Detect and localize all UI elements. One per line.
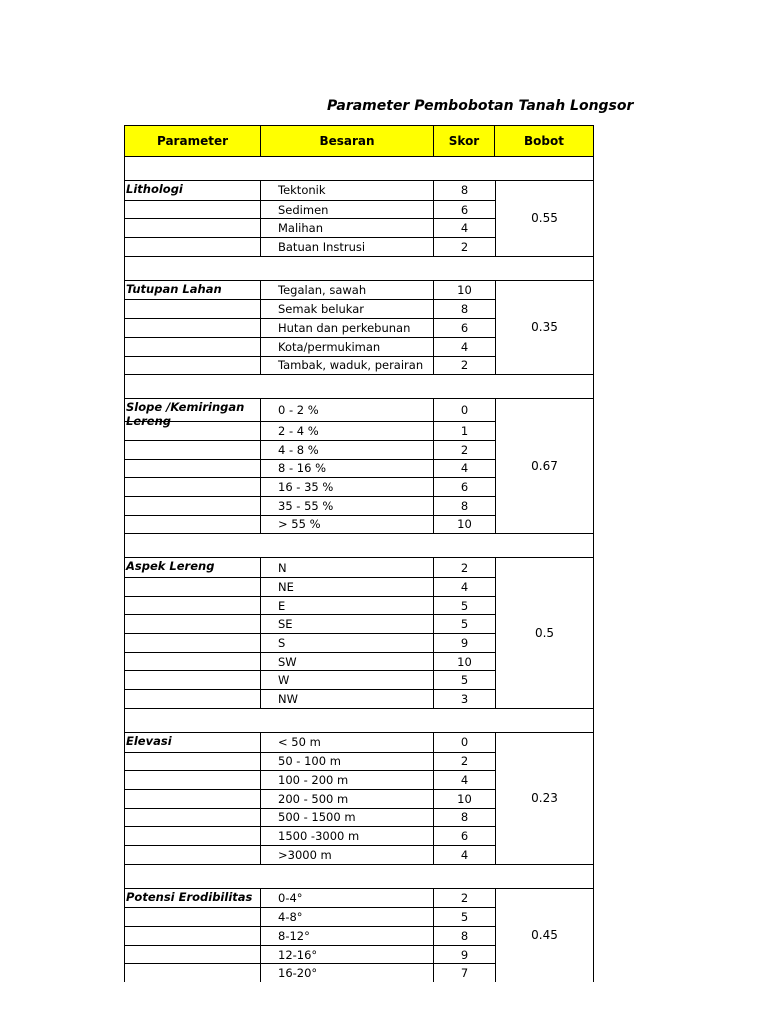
table-row bbox=[125, 299, 495, 318]
skor-cell: 2 bbox=[460, 442, 469, 457]
besaran-cell: Kota/permukiman bbox=[261, 338, 434, 356]
spacer-row bbox=[124, 375, 594, 398]
skor-cell: 4 bbox=[460, 461, 469, 476]
table-body bbox=[124, 157, 594, 982]
parameter-cell: Potensi Erodibilitas bbox=[125, 889, 261, 908]
table-row bbox=[125, 926, 495, 945]
parameter-cell bbox=[125, 653, 261, 671]
table-row bbox=[125, 515, 495, 534]
besaran-cell: 0-4° bbox=[261, 889, 434, 908]
parameter-cell bbox=[125, 615, 261, 633]
section-rows bbox=[125, 181, 495, 256]
table-row bbox=[125, 652, 495, 671]
parameter-cell: Tutupan Lahan bbox=[125, 281, 261, 300]
parameter-cell bbox=[125, 809, 261, 827]
besaran-cell: Hutan dan perkebunan bbox=[261, 319, 434, 337]
besaran-cell: 1500 -3000 m bbox=[261, 827, 434, 845]
parameter-cell bbox=[125, 846, 261, 864]
besaran-cell: N bbox=[261, 558, 434, 577]
table-row bbox=[125, 218, 495, 237]
parameter-cell bbox=[125, 964, 261, 982]
bobot-cell: 0.67 bbox=[495, 399, 593, 533]
table-row bbox=[125, 318, 495, 337]
section-rows bbox=[125, 733, 495, 864]
table-section bbox=[124, 557, 594, 709]
parameter-cell bbox=[125, 441, 261, 459]
table-row bbox=[125, 596, 495, 615]
table-row bbox=[125, 889, 495, 908]
bobot-cell: 0.23 bbox=[495, 733, 593, 864]
table-row bbox=[125, 945, 495, 964]
table-section bbox=[124, 398, 594, 534]
skor-cell: 4 bbox=[460, 773, 469, 788]
skor-cell: 3 bbox=[460, 691, 469, 706]
besaran-cell: 50 - 100 m bbox=[261, 753, 434, 771]
besaran-cell: 16-20° bbox=[261, 964, 434, 982]
table-row bbox=[125, 614, 495, 633]
besaran-cell: Sedimen bbox=[261, 201, 434, 219]
parameter-cell bbox=[125, 771, 261, 789]
header-skor: Skor bbox=[434, 126, 495, 156]
table-row bbox=[125, 789, 495, 808]
section-rows bbox=[125, 281, 495, 374]
skor-cell: 8 bbox=[460, 928, 469, 943]
bobot-cell: 0.55 bbox=[495, 181, 593, 256]
table-row bbox=[125, 558, 495, 577]
bobot-cell: 0.35 bbox=[495, 281, 593, 374]
besaran-cell: Tambak, waduk, perairan bbox=[261, 357, 434, 375]
skor-cell: 5 bbox=[460, 598, 469, 613]
parameter-cell bbox=[125, 460, 261, 478]
spacer-row bbox=[124, 157, 594, 180]
parameter-cell bbox=[125, 634, 261, 652]
skor-cell: 1 bbox=[460, 424, 469, 439]
table-row bbox=[125, 752, 495, 771]
skor-cell: 6 bbox=[460, 202, 469, 217]
skor-cell: 2 bbox=[460, 358, 469, 373]
parameter-cell bbox=[125, 927, 261, 945]
table-section bbox=[124, 180, 594, 257]
table-section bbox=[124, 732, 594, 865]
skor-cell: 2 bbox=[460, 754, 469, 769]
besaran-cell: 100 - 200 m bbox=[261, 771, 434, 789]
besaran-cell: NE bbox=[261, 578, 434, 596]
parameter-cell bbox=[125, 319, 261, 337]
besaran-cell: 16 - 35 % bbox=[261, 478, 434, 496]
skor-cell: 9 bbox=[460, 947, 469, 962]
table-row bbox=[125, 399, 495, 429]
skor-cell: 5 bbox=[460, 910, 469, 925]
parameter-cell bbox=[125, 300, 261, 318]
parameter-cell bbox=[125, 690, 261, 708]
besaran-cell: 500 - 1500 m bbox=[261, 809, 434, 827]
spacer-row bbox=[124, 534, 594, 557]
parameter-cell bbox=[125, 597, 261, 615]
parameter-cell bbox=[125, 478, 261, 496]
besaran-cell: 0 - 2 % bbox=[261, 399, 434, 421]
parameter-cell: Aspek Lereng bbox=[125, 558, 261, 577]
parameter-cell bbox=[125, 946, 261, 964]
table-row bbox=[125, 845, 495, 864]
besaran-cell: < 50 m bbox=[261, 733, 434, 752]
besaran-cell: 4 - 8 % bbox=[261, 441, 434, 459]
parameter-cell bbox=[125, 578, 261, 596]
parameter-cell bbox=[125, 338, 261, 356]
skor-cell: 6 bbox=[460, 320, 469, 335]
skor-cell: 10 bbox=[457, 791, 472, 806]
parameter-cell: Elevasi bbox=[125, 733, 261, 752]
table-row bbox=[125, 670, 495, 689]
parameter-cell bbox=[125, 671, 261, 689]
skor-cell: 4 bbox=[460, 579, 469, 594]
section-rows bbox=[125, 399, 495, 533]
table-row bbox=[125, 477, 495, 496]
section-rows bbox=[125, 889, 495, 982]
table-row bbox=[125, 356, 495, 375]
parameter-cell bbox=[125, 790, 261, 808]
parameter-cell bbox=[125, 238, 261, 256]
table-header bbox=[124, 125, 594, 157]
spacer-row bbox=[124, 257, 594, 280]
besaran-cell: Malihan bbox=[261, 219, 434, 237]
table-row bbox=[125, 237, 495, 256]
parameter-cell bbox=[125, 201, 261, 219]
besaran-cell: >3000 m bbox=[261, 846, 434, 864]
title-clip bbox=[124, 96, 634, 116]
skor-cell: 10 bbox=[457, 654, 472, 669]
besaran-cell: 8-12° bbox=[261, 927, 434, 945]
parameter-cell: Slope /Kemiringan Lereng bbox=[125, 399, 261, 421]
skor-cell: 2 bbox=[460, 239, 469, 254]
table-row bbox=[125, 826, 495, 845]
besaran-cell: E bbox=[261, 597, 434, 615]
skor-cell: 5 bbox=[460, 617, 469, 632]
besaran-cell: S bbox=[261, 634, 434, 652]
parameter-cell: Lithologi bbox=[125, 181, 261, 200]
table-row bbox=[125, 633, 495, 652]
besaran-cell: 8 - 16 % bbox=[261, 460, 434, 478]
skor-cell: 10 bbox=[457, 517, 472, 532]
header-parameter: Parameter bbox=[125, 126, 261, 156]
skor-cell: 0 bbox=[460, 403, 469, 418]
skor-cell: 6 bbox=[460, 480, 469, 495]
parameter-cell bbox=[125, 357, 261, 375]
skor-cell: 8 bbox=[460, 810, 469, 825]
skor-cell: 9 bbox=[460, 635, 469, 650]
skor-cell: 5 bbox=[460, 673, 469, 688]
besaran-cell: Batuan Instrusi bbox=[261, 238, 434, 256]
skor-cell: 8 bbox=[460, 498, 469, 513]
table-row bbox=[125, 577, 495, 596]
skor-cell: 2 bbox=[460, 560, 469, 575]
skor-cell: 2 bbox=[460, 890, 469, 905]
skor-cell: 7 bbox=[460, 966, 469, 981]
table-row bbox=[125, 181, 495, 200]
table-row bbox=[125, 496, 495, 515]
besaran-cell: 200 - 500 m bbox=[261, 790, 434, 808]
besaran-cell: 35 - 55 % bbox=[261, 497, 434, 515]
besaran-cell: > 55 % bbox=[261, 516, 434, 534]
besaran-cell: 2 - 4 % bbox=[261, 422, 434, 440]
table-row bbox=[125, 459, 495, 478]
header-besaran: Besaran bbox=[261, 126, 434, 156]
table-row bbox=[125, 770, 495, 789]
skor-cell: 0 bbox=[460, 735, 469, 750]
parameter-cell bbox=[125, 422, 261, 440]
parameter-table bbox=[124, 125, 594, 982]
parameter-cell bbox=[125, 827, 261, 845]
table-row bbox=[125, 808, 495, 827]
skor-cell: 4 bbox=[460, 847, 469, 862]
table-section bbox=[124, 280, 594, 375]
section-rows bbox=[125, 558, 495, 708]
bobot-cell: 0.5 bbox=[495, 558, 593, 708]
spacer-row bbox=[124, 709, 594, 732]
table-row bbox=[125, 200, 495, 219]
sheet-title: Parameter Pembobotan Tanah Longsor bbox=[327, 98, 634, 114]
table-row bbox=[125, 281, 495, 300]
parameter-cell bbox=[125, 497, 261, 515]
table-row bbox=[125, 421, 495, 440]
besaran-cell: 12-16° bbox=[261, 946, 434, 964]
skor-cell: 8 bbox=[460, 183, 469, 198]
header-bobot: Bobot bbox=[524, 134, 564, 148]
bobot-cell: 0.45 bbox=[495, 889, 593, 982]
besaran-cell: W bbox=[261, 671, 434, 689]
parameter-cell bbox=[125, 753, 261, 771]
parameter-cell bbox=[125, 908, 261, 926]
besaran-cell: 4-8° bbox=[261, 908, 434, 926]
besaran-cell: SE bbox=[261, 615, 434, 633]
table-row bbox=[125, 337, 495, 356]
table-row bbox=[125, 907, 495, 926]
skor-cell: 6 bbox=[460, 829, 469, 844]
besaran-cell: Semak belukar bbox=[261, 300, 434, 318]
besaran-cell: Tegalan, sawah bbox=[261, 281, 434, 300]
table-row bbox=[125, 963, 495, 982]
skor-cell: 4 bbox=[460, 339, 469, 354]
besaran-cell: SW bbox=[261, 653, 434, 671]
table-row bbox=[125, 689, 495, 708]
parameter-cell bbox=[125, 219, 261, 237]
table-row bbox=[125, 733, 495, 752]
skor-cell: 4 bbox=[460, 221, 469, 236]
skor-cell: 8 bbox=[460, 302, 469, 317]
table-section bbox=[124, 888, 594, 982]
spacer-row bbox=[124, 865, 594, 888]
besaran-cell: NW bbox=[261, 690, 434, 708]
skor-cell: 10 bbox=[457, 283, 472, 298]
besaran-cell: Tektonik bbox=[261, 181, 434, 200]
table-row bbox=[125, 440, 495, 459]
parameter-cell bbox=[125, 516, 261, 534]
